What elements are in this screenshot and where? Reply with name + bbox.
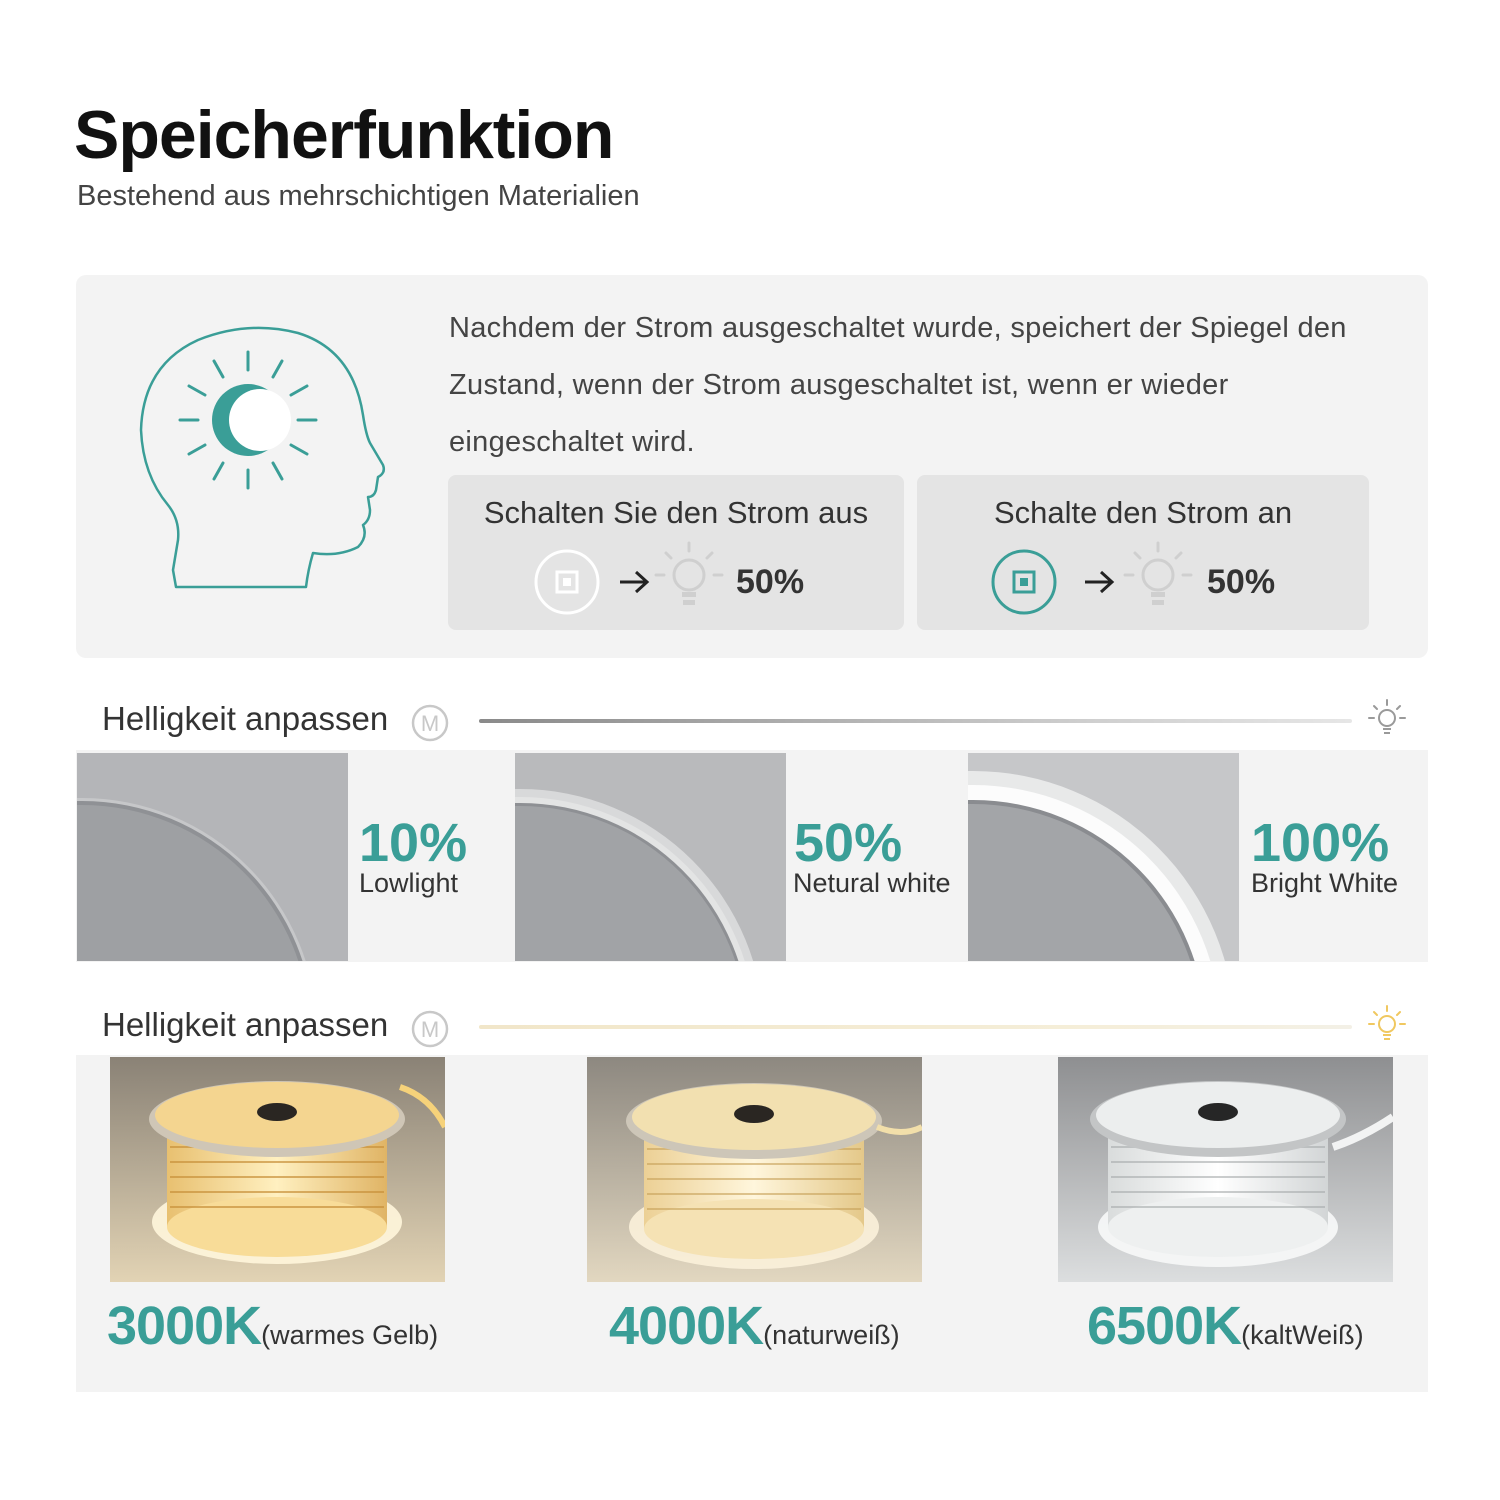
temp-option-label (609, 1295, 900, 1357)
light-bulb-icon (1123, 541, 1193, 613)
power-off-brightness: 50% (736, 563, 805, 601)
power-on-label: Schalte den Strom an (993, 495, 1293, 530)
page-title: Speicherfunktion (74, 97, 614, 173)
brightness-value: 50% (794, 813, 903, 873)
svg-text:M: M (420, 711, 440, 736)
mirror-image (77, 753, 348, 961)
mirror-image (968, 753, 1239, 961)
brightness-header (76, 676, 1428, 748)
bulb-icon (1367, 1004, 1407, 1046)
temp-kelvin: 3000K (107, 1296, 262, 1356)
arrow-right-icon (618, 569, 650, 595)
mirror-image (515, 753, 786, 961)
power-button-on-icon (989, 547, 1059, 617)
power-button-off-icon (532, 547, 602, 617)
temp-option-label (107, 1295, 438, 1357)
color-temp-slider[interactable] (479, 1025, 1352, 1029)
memory-description: Nachdem der Strom ausgeschaltet wurde, speichert der Spiegel den Zustand, wenn der Strom ausgeschaltet ist, wenn er wieder eingeschaltet wird. (449, 312, 1347, 458)
brightness-name: Lowlight (359, 868, 459, 898)
temp-name: (kaltWeiß) (1241, 1320, 1364, 1350)
brightness-slider[interactable] (479, 719, 1352, 723)
power-on-box (917, 475, 1369, 630)
led-strip-reel-image (1058, 1057, 1393, 1282)
head-memory-icon (138, 325, 388, 593)
power-off-label: Schalten Sie den Strom aus (483, 495, 869, 530)
brightness-value: 10% (359, 813, 468, 873)
bulb-icon (1367, 698, 1407, 740)
power-on-brightness: 50% (1207, 563, 1276, 601)
temp-name: (naturweiß) (763, 1320, 900, 1350)
color-temp-header (76, 982, 1428, 1054)
page-subtitle: Bestehend aus mehrschichtigen Materialien (77, 180, 640, 212)
led-strip-reel-image (110, 1057, 445, 1282)
arrow-right-icon (1083, 569, 1115, 595)
temp-name: (warmes Gelb) (261, 1320, 439, 1350)
mode-m-icon (411, 1010, 449, 1048)
brightness-name: Netural white (793, 868, 951, 898)
light-bulb-icon (654, 541, 724, 613)
mode-m-icon (411, 704, 449, 742)
color-temp-title: Helligkeit anpassen (102, 1006, 389, 1043)
temp-kelvin: 4000K (609, 1296, 764, 1356)
brightness-title: Helligkeit anpassen (102, 700, 389, 737)
power-off-box (448, 475, 904, 630)
brightness-name: Bright White (1251, 868, 1399, 898)
svg-text:M: M (420, 1017, 440, 1042)
temp-kelvin: 6500K (1087, 1296, 1242, 1356)
brightness-levels (76, 750, 1428, 962)
color-temperature-options (76, 1055, 1428, 1392)
temp-option-label (1087, 1295, 1364, 1357)
led-strip-reel-image (587, 1057, 922, 1282)
brightness-value: 100% (1251, 813, 1390, 873)
